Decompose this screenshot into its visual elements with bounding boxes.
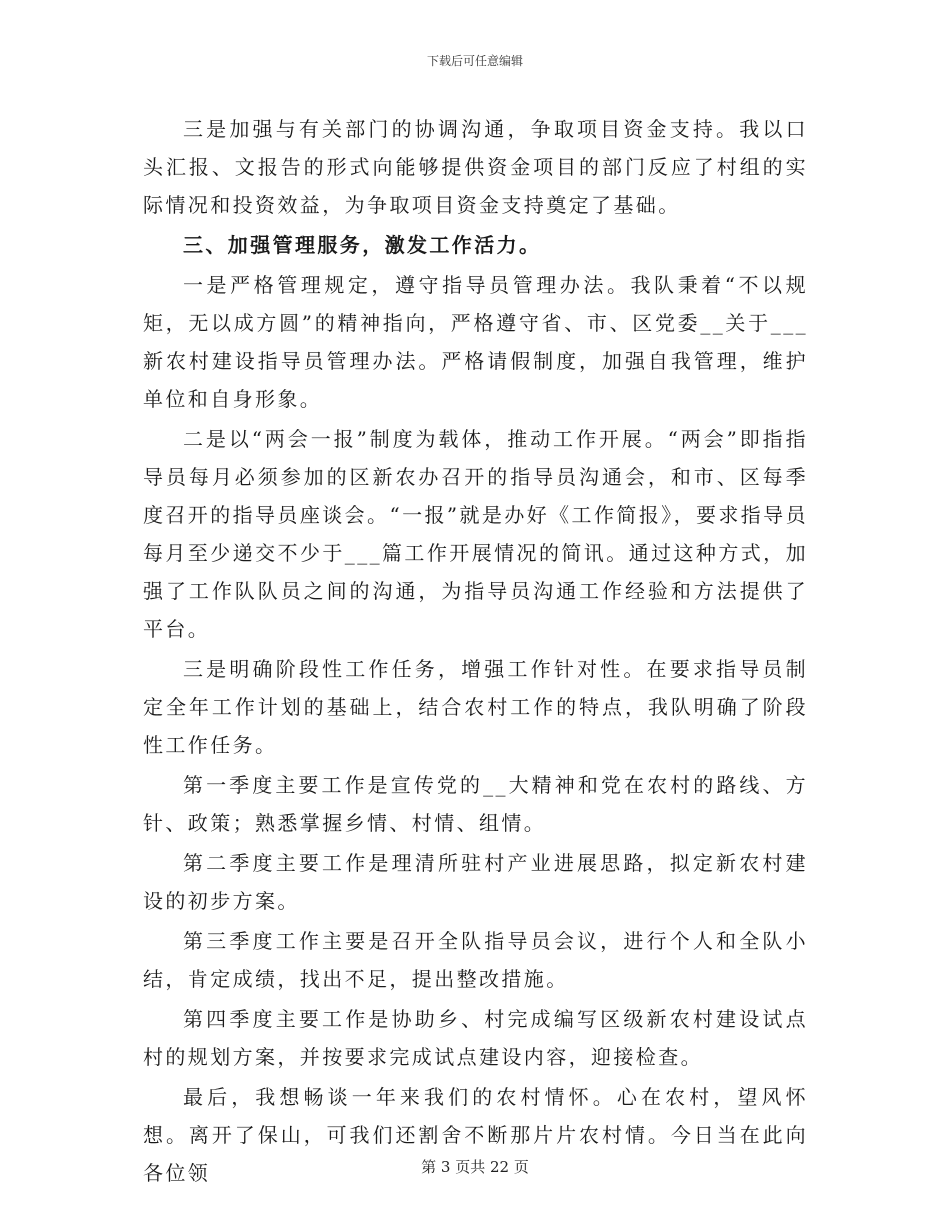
paragraph-coordination: 三是加强与有关部门的协调沟通，争取项目资金支持。我以口头汇报、文报告的形式向能够提供资金项目的部门反应了村组的实际情况和投资效益，为争取项目资金支持奠定了基础。 (143, 117, 808, 217)
paragraph-q1: 第一季度主要工作是宣传党的__大精神和党在农村的路线、方针、政策；熟悉掌握乡情、村情、组情。 (143, 773, 808, 835)
paragraph-q3: 第三季度工作主要是召开全队指导员会议，进行个人和全队小结，肯定成绩，找出不足，提出整改措施。 (143, 929, 808, 991)
section-heading-management: 三、加强管理服务，激发工作活力。 (183, 233, 542, 257)
paragraph-q2: 第二季度主要工作是理清所驻村产业进展思路，拟定新农村建设的初步方案。 (143, 851, 808, 913)
paragraph-closing: 最后，我想畅谈一年来我们的农村情怀。心在农村，望风怀想。离开了保山，可我们还割舍不断那片片农村情。今日当在此向各位领 (143, 1085, 808, 1185)
document-body (143, 110, 808, 1194)
paragraph-strict-rules: 一是严格管理规定，遵守指导员管理办法。我队秉着“不以规矩，无以成方圆”的精神指向，严格遵守省、市、区党委__关于___新农村建设指导员管理办法。严格请假制度，加强自我管理，维护单位和自身形象。 (143, 273, 808, 411)
paragraph-two-meetings-one-report: 二是以“两会一报”制度为载体，推动工作开展。“两会”即指指导员每月必须参加的区新农办召开的指导员沟通会，和市、区每季度召开的指导员座谈会。“一报”就是办好《工作简报》，要求指导员每月至少递交不少于___篇工作开展情况的简讯。通过这种方式，加强了工作队队员之间的沟通，为指导员沟通工作经验和方法提供了平台。 (143, 427, 808, 641)
page-header-note: 下载后可任意编辑 (426, 54, 523, 68)
paragraph-phase-tasks: 三是明确阶段性工作任务，增强工作针对性。在要求指导员制定全年工作计划的基础上，结合农村工作的特点，我队明确了阶段性工作任务。 (143, 657, 808, 757)
page-number: 第 3 页共 22 页 (421, 1158, 529, 1176)
paragraph-q4: 第四季度主要工作是协助乡、村完成编写区级新农村建设试点村的规划方案，并按要求完成试点建设内容，迎接检查。 (143, 1007, 808, 1069)
